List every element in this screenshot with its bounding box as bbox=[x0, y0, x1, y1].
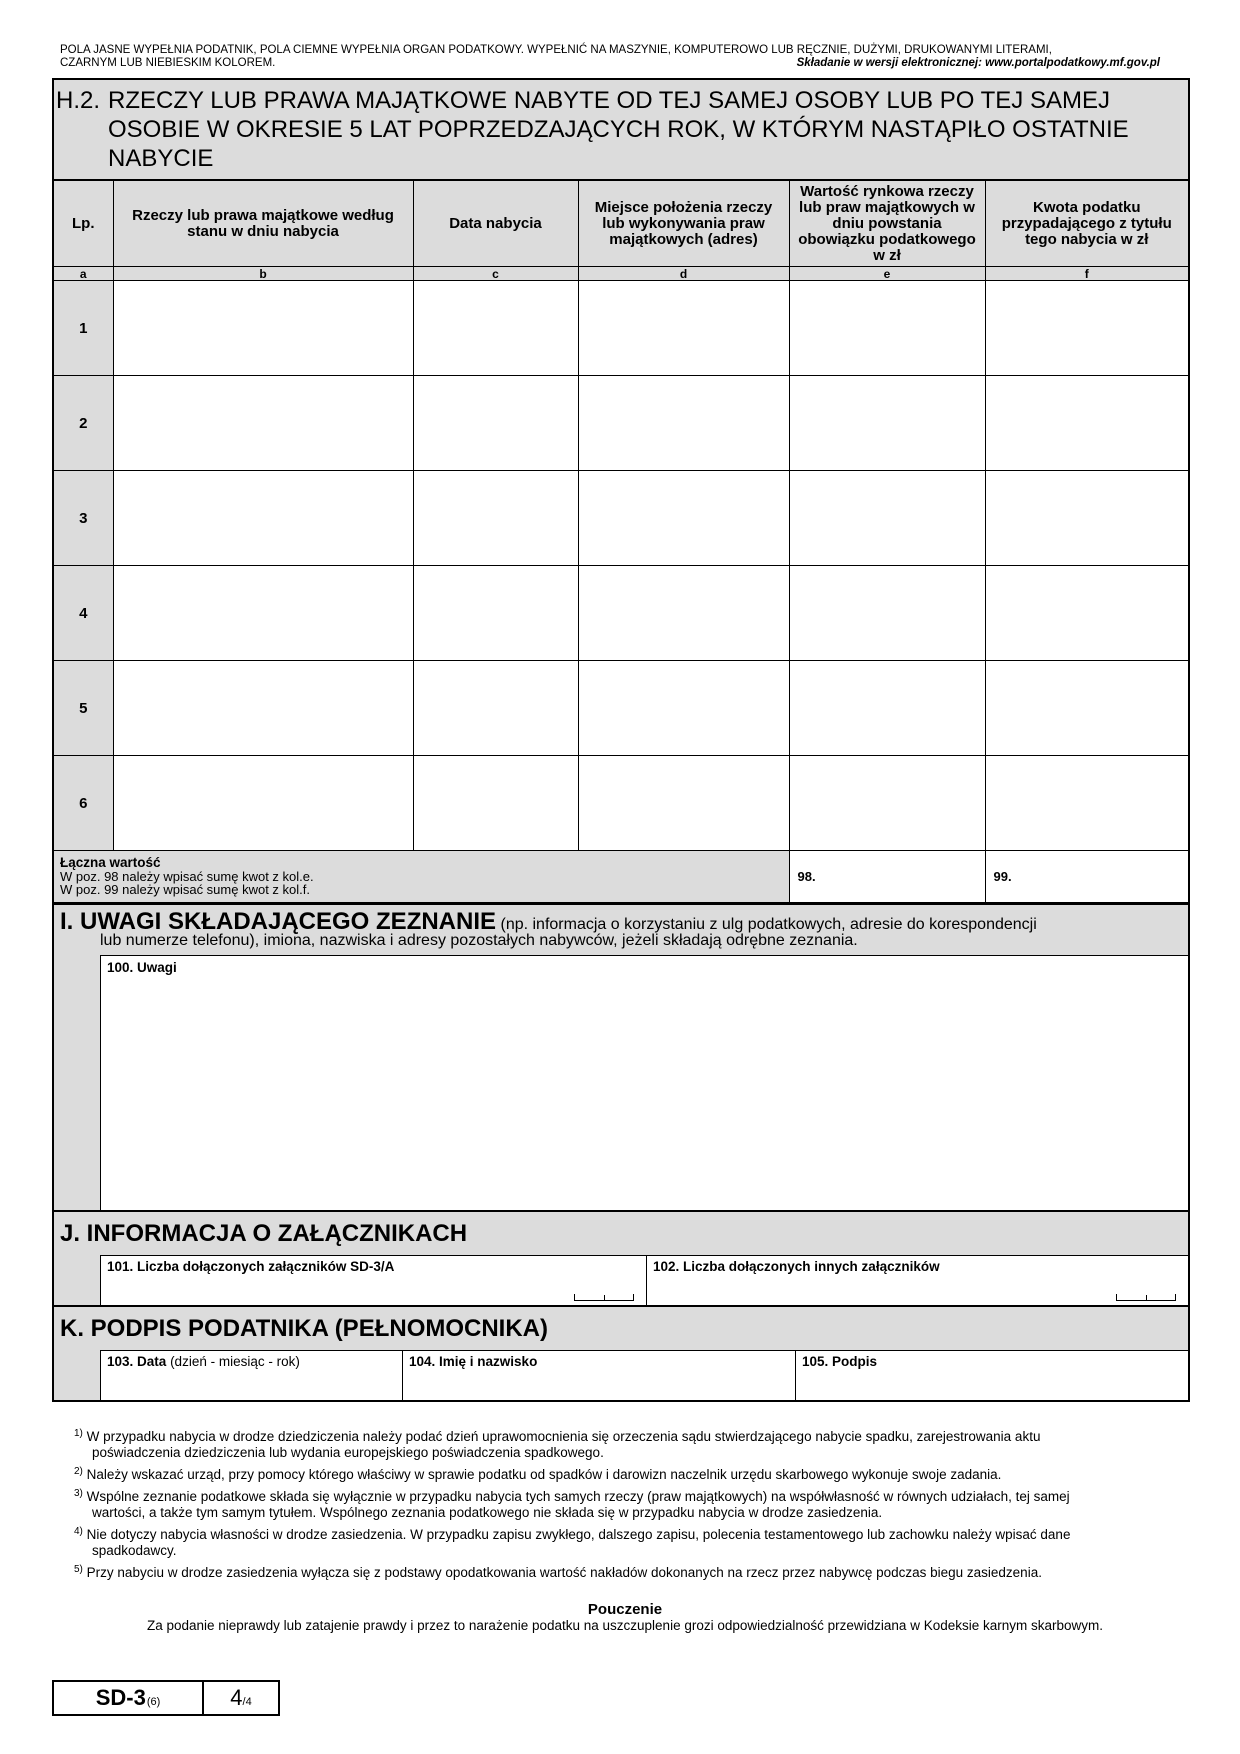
tax-cell[interactable] bbox=[985, 661, 1188, 756]
tax-cell[interactable] bbox=[985, 376, 1188, 471]
value-cell[interactable] bbox=[789, 566, 985, 661]
location-cell[interactable] bbox=[578, 661, 789, 756]
col-header-tax: Kwota podatku przypadającego z tytułu tego nabycia w zł bbox=[985, 181, 1188, 267]
table-row bbox=[54, 661, 1188, 756]
instruction-line-2: CZARNYM LUB NIEBIESKIM KOLOREM. bbox=[60, 57, 276, 69]
top-instruction-note bbox=[60, 44, 1160, 70]
field-101-digit-boxes bbox=[574, 1294, 634, 1301]
table-row bbox=[54, 281, 1188, 376]
section-j-fields bbox=[100, 1255, 1188, 1305]
table-row bbox=[54, 756, 1188, 851]
total-row bbox=[54, 851, 1188, 903]
row-number: 1 bbox=[54, 281, 113, 376]
total-label: Łączna wartość bbox=[60, 855, 161, 871]
footnote-3: $^{3)}$ Wspólne zeznanie podatkowe składa się wyłącznie w przypadku nabycia tych samych rzeczy (praw majątkowych) na współwłasność w równych udziałach, tej samej wartości, a także tym samym tytułem. Wspólnego zeznania podatkowego nie składa się w przypadku nabycia w drodze zasiedzenia. bbox=[74, 1488, 1070, 1520]
section-h2-title bbox=[54, 80, 1188, 180]
page-number: 4 /4 bbox=[230, 1685, 252, 1710]
total-note-99: W poz. 99 należy wpisać sumę kwot z kol.f. bbox=[60, 882, 310, 898]
items-cell[interactable] bbox=[113, 661, 413, 756]
col-header-location: Miejsce położenia rzeczy lub wykonywania praw majątkowych (adres) bbox=[578, 181, 789, 267]
items-cell[interactable] bbox=[113, 756, 413, 851]
date-cell[interactable] bbox=[413, 756, 578, 851]
section-h2-number: H.2. bbox=[56, 87, 101, 114]
instruction-line-1: POLA JASNE WYPEŁNIA PODATNIK, POLA CIEMNE WYPEŁNIA ORGAN PODATKOWY. WYPEŁNIĆ NA MASZYNIE, KOMPUTEROWO LUB RĘCZNIE, DUŻYMI, DRUKOWANYMI LITERAMI, bbox=[60, 44, 1052, 56]
section-i-subtitle-cont: lub numerze telefonu), imiona, nazwiska i adresy pozostałych nabywców, jeżeli składają odrębne zeznania. bbox=[100, 932, 858, 949]
section-i-subtitle: (np. informacja o korzystaniu z ulg podatkowych, adresie do korespondencji bbox=[500, 916, 1037, 933]
tax-cell[interactable] bbox=[985, 281, 1188, 376]
table-letters-row bbox=[54, 267, 1188, 281]
row-number: 3 bbox=[54, 471, 113, 566]
field-104[interactable] bbox=[403, 1351, 796, 1400]
row-number: 5 bbox=[54, 661, 113, 756]
form-code: SD-3 (6) bbox=[54, 1682, 204, 1714]
value-cell[interactable] bbox=[789, 281, 985, 376]
field-104-label: 104. Imię i nazwisko bbox=[409, 1354, 538, 1369]
location-cell[interactable] bbox=[578, 471, 789, 566]
value-cell[interactable] bbox=[789, 471, 985, 566]
footnote-5: $^{5)}$ Przy nabyciu w drodze zasiedzenia wyłącza się z podstawy opodatkowania wartość nakładów dokonanych na rzecz przez nabywcę podczas biegu zasiedzenia. bbox=[74, 1564, 1042, 1580]
field-102-digit-boxes bbox=[1116, 1294, 1176, 1301]
date-cell[interactable] bbox=[413, 376, 578, 471]
section-i-header bbox=[54, 905, 1188, 955]
row-number: 4 bbox=[54, 566, 113, 661]
section-j bbox=[54, 1210, 1188, 1305]
field-103-hint: (dzień - miesiąc - rok) bbox=[170, 1354, 300, 1369]
section-k-fields bbox=[100, 1350, 1188, 1400]
col-letter-f: f bbox=[985, 267, 1188, 281]
field-105[interactable] bbox=[796, 1351, 1188, 1400]
field-103-label: 103. Data bbox=[107, 1354, 167, 1369]
location-cell[interactable] bbox=[578, 281, 789, 376]
field-98[interactable]: 98. bbox=[789, 851, 985, 903]
table-header-row bbox=[54, 181, 1188, 267]
value-cell[interactable] bbox=[789, 756, 985, 851]
date-cell[interactable] bbox=[413, 471, 578, 566]
items-cell[interactable] bbox=[113, 281, 413, 376]
tax-cell[interactable] bbox=[985, 566, 1188, 661]
section-k-title: K. PODPIS PODATNIKA (PEŁNOMOCNIKA) bbox=[60, 1315, 549, 1342]
field-102-label: 102. Liczba dołączonych innych załączników bbox=[653, 1259, 940, 1274]
footnote-4: $^{4)}$ Nie dotyczy nabycia własności w drodze zasiedzenia. W przypadku zapisu zwykłego, dalszego zapisu, polecenia testamentowego lub zachowku należy wpisać dane spadkodawcy. bbox=[74, 1526, 1071, 1558]
field-101[interactable] bbox=[101, 1256, 647, 1305]
date-cell[interactable] bbox=[413, 566, 578, 661]
col-letter-c: c bbox=[413, 267, 578, 281]
col-header-lp: Lp. bbox=[54, 181, 113, 267]
col-letter-a: a bbox=[54, 267, 113, 281]
table-row bbox=[54, 471, 1188, 566]
location-cell[interactable] bbox=[578, 376, 789, 471]
section-j-title: J. INFORMACJA O ZAŁĄCZNIKACH bbox=[60, 1220, 468, 1247]
section-i bbox=[54, 903, 1188, 1210]
pouczenie-text: Za podanie nieprawdy lub zatajenie prawdy i przez to narażenie podatku na uszczuplenie grozi odpowiedzialność przewidziana w Kodeksie karnym skarbowym. bbox=[146, 1618, 1104, 1633]
col-header-date: Data nabycia bbox=[413, 181, 578, 267]
field-103[interactable] bbox=[101, 1351, 403, 1400]
col-letter-e: e bbox=[789, 267, 985, 281]
location-cell[interactable] bbox=[578, 566, 789, 661]
items-cell[interactable] bbox=[113, 566, 413, 661]
section-i-title: I. UWAGI SKŁADAJĄCEGO ZEZNANIE bbox=[60, 908, 497, 935]
col-letter-b: b bbox=[113, 267, 413, 281]
field-100-label: 100. Uwagi bbox=[107, 960, 177, 975]
date-cell[interactable] bbox=[413, 661, 578, 756]
total-label-cell bbox=[54, 851, 789, 903]
efile-note: Składanie w wersji elektronicznej: www.portalpodatkowy.mf.gov.pl bbox=[796, 57, 1160, 69]
section-h2-heading: RZECZY LUB PRAWA MAJĄTKOWE NABYTE OD TEJ SAMEJ OSOBY LUB PO TEJ SAMEJ OSOBIE W OKRESIE 5 LAT POPRZEDZAJĄCYCH ROK, W KTÓRYM NASTĄPIŁO OSTATNIE NABYCIE bbox=[108, 87, 1129, 172]
location-cell[interactable] bbox=[578, 756, 789, 851]
col-header-value: Wartość rynkowa rzeczy lub praw majątkowych w dniu powstania obowiązku podatkowego w zł bbox=[789, 181, 985, 267]
field-101-label: 101. Liczba dołączonych załączników SD-3/A bbox=[107, 1259, 395, 1274]
section-k bbox=[54, 1305, 1188, 1400]
col-header-items: Rzeczy lub prawa majątkowe według stanu w dniu nabycia bbox=[113, 181, 413, 267]
field-105-label: 105. Podpis bbox=[802, 1354, 878, 1369]
field-100-uwagi[interactable] bbox=[100, 955, 1188, 1210]
tax-cell[interactable] bbox=[985, 471, 1188, 566]
footnote-1: $^{1)}$ W przypadku nabycia w drodze dziedziczenia należy podać dzień uprawomocnienia się orzeczenia sądu stwierdzającego nabycie spadku, zarejestrowania aktu poświadczenia dziedziczenia lub wydania europejskiego poświadczenia spadkowego. bbox=[74, 1428, 1041, 1460]
col-letter-d: d bbox=[578, 267, 789, 281]
form-frame bbox=[52, 78, 1190, 1402]
footnotes bbox=[74, 1426, 1154, 1584]
items-cell[interactable] bbox=[113, 376, 413, 471]
pouczenie-title: Pouczenie bbox=[587, 1601, 663, 1618]
footnote-2: $^{2)}$ Należy wskazać urząd, przy pomocy którego właściwy w sprawie podatku od spadków i darowizn naczelnik urzędu skarbowego wykonuje swoje zadania. bbox=[74, 1466, 1002, 1482]
acquisitions-table bbox=[54, 180, 1188, 903]
table-row bbox=[54, 566, 1188, 661]
items-cell[interactable] bbox=[113, 471, 413, 566]
field-102[interactable] bbox=[647, 1256, 1188, 1305]
field-99[interactable]: 99. bbox=[985, 851, 1188, 903]
row-number: 2 bbox=[54, 376, 113, 471]
total-note-98: W poz. 98 należy wpisać sumę kwot z kol.e. bbox=[60, 868, 314, 884]
tax-cell[interactable] bbox=[985, 756, 1188, 851]
date-cell[interactable] bbox=[413, 281, 578, 376]
table-row bbox=[54, 376, 1188, 471]
value-cell[interactable] bbox=[789, 661, 985, 756]
value-cell[interactable] bbox=[789, 376, 985, 471]
pouczenie bbox=[60, 1602, 1190, 1634]
form-footer bbox=[52, 1680, 280, 1716]
row-number: 6 bbox=[54, 756, 113, 851]
